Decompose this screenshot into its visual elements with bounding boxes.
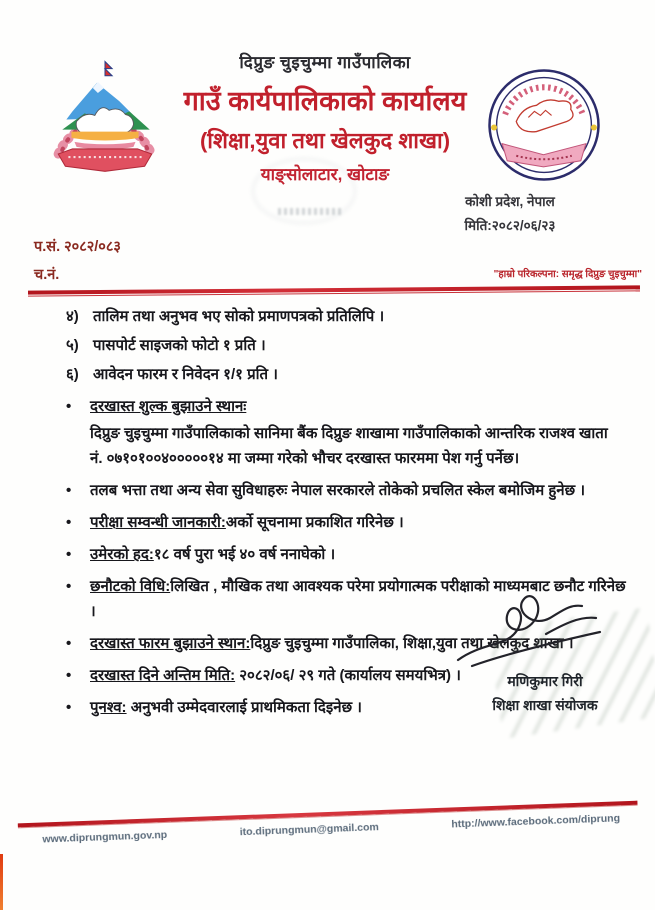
dispatch-number: च.नं.: [34, 267, 60, 283]
municipality-name: दिप्रुङ चुइचुम्मा गाउँपालिका: [239, 53, 411, 72]
bullet-detail: दिप्रुङ चुइचुम्मा गाउँपालिकाको सानिमा बैंक दिप्रुङ शाखामा गाउँपालिकाको आन्तरिक राजश्व खाता नं. ०७१०१००४०००००१४ मा जम्मा गरेको भौचर दरखास्त फारममा पेश गर्नु पर्नेछ।: [90, 425, 608, 467]
bullet-icon: •: [66, 635, 72, 652]
bullet-icon: •: [66, 398, 72, 415]
province-label: कोशी प्रदेश, नेपाल: [465, 194, 555, 209]
bullet-icon: •: [66, 578, 72, 595]
item-number: ६): [66, 366, 79, 383]
bullet-text: तलब भत्ता तथा अन्य सेवा सुविधाहरुः नेपाल सरकारले तोकेको प्रचलित स्केल बमोजिम हुनेछ ।: [90, 482, 586, 499]
bullet-text: लिखित , मौखिक तथा आवश्यक परेमा प्रयोगात्मक परीक्षाको माध्यमबाट छनौट गरिनेछ ।: [90, 578, 626, 620]
municipality-seal-logo: [486, 66, 602, 184]
item-text: आवेदन फारम र निवेदन १/१ प्रति ।: [93, 366, 278, 383]
signatory-title: शिक्षा शाखा संयोजक: [492, 697, 598, 713]
item-number: ५): [66, 337, 79, 354]
bullet-icon: •: [66, 699, 72, 716]
footer-email: ito.diprungmun@gmail.com: [239, 820, 379, 838]
signatory-name: मणिकुमार गिरी: [507, 673, 583, 689]
bullet-text: अनुभवी उम्मेदवारलाई प्राथमिकता दिइनेछ ।: [126, 699, 362, 716]
office-address: याङ्सोलाटार, खोटाङ: [260, 165, 390, 184]
footer-website: www.diprungmun.gov.np: [42, 828, 168, 845]
bullet-icon: •: [66, 546, 72, 563]
office-name: गाउँ कार्यपालिकाको कार्यालय: [183, 86, 467, 116]
bullet-heading: दरखास्त दिने अन्तिम मिति:: [90, 667, 236, 684]
province-date-block: [420, 192, 600, 234]
signature-icon: [450, 582, 620, 677]
list-item: [66, 362, 626, 387]
bullet-heading: उमेरको हद:: [90, 546, 154, 563]
bullet-item: [66, 510, 626, 535]
bullet-icon: •: [66, 514, 72, 531]
header-divider: [28, 285, 640, 296]
bullet-item: [66, 478, 626, 503]
bullet-text: २०८२/०६/ २९ गते (कार्यालय समयभित्र) ।: [235, 667, 461, 684]
bullet-heading: दरखास्त फारम बुझाउने स्थान:: [90, 635, 251, 652]
bullet-text: दिप्रुङ चुइचुम्मा गाउँपालिका, शिक्षा,युवा तथा खेलकुद शाखा ।: [250, 635, 574, 652]
bullet-heading: परीक्षा सम्वन्धी जानकारी:: [90, 514, 226, 531]
vision-motto: "हाम्रो परिकल्पना: समृद्ध दिप्रुङ चुइचुम्मा": [493, 269, 642, 280]
bullet-text: १८ वर्ष पुरा भई ४० वर्ष ननाघेको ।: [153, 546, 336, 563]
issue-date: मिति:२०८२/०६/२३: [464, 218, 556, 233]
list-item: [66, 333, 626, 358]
list-item: [66, 304, 626, 329]
footer: [18, 801, 638, 846]
bullet-icon: •: [66, 482, 72, 499]
bullet-heading: दरखास्त शुल्क बुझाउने स्थानः: [90, 398, 247, 415]
bullet-heading: पुनश्व:: [90, 699, 127, 716]
item-number: ४): [66, 308, 79, 325]
letterhead: [150, 50, 500, 185]
reference-number: प.सं. २०८२/०८३: [34, 239, 121, 255]
bullet-text: अर्को सूचनामा प्रकाशित गरिनेछ ।: [225, 514, 404, 531]
reference-block: [34, 236, 121, 284]
faint-stamp-text-icon: [278, 208, 342, 215]
signature-block: [440, 580, 650, 750]
nepal-coat-of-arms-logo: [44, 58, 166, 186]
department-name: (शिक्षा,युवा तथा खेलकुद शाखा): [199, 128, 451, 153]
item-text: पासपोर्ट साइजको फोटो १ प्रति ।: [93, 337, 266, 354]
scan-edge-artifact: [0, 854, 3, 910]
bullet-heading: छनौटको विधि:: [90, 578, 171, 595]
footer-facebook: http://www.facebook.com/diprung: [451, 811, 621, 830]
item-text: तालिम तथा अनुभव भए सोको प्रमाणपत्रको प्रतिलिपि ।: [93, 308, 385, 325]
bullet-item: [66, 394, 626, 419]
bullet-icon: •: [66, 667, 72, 684]
bullet-item: [66, 542, 626, 567]
